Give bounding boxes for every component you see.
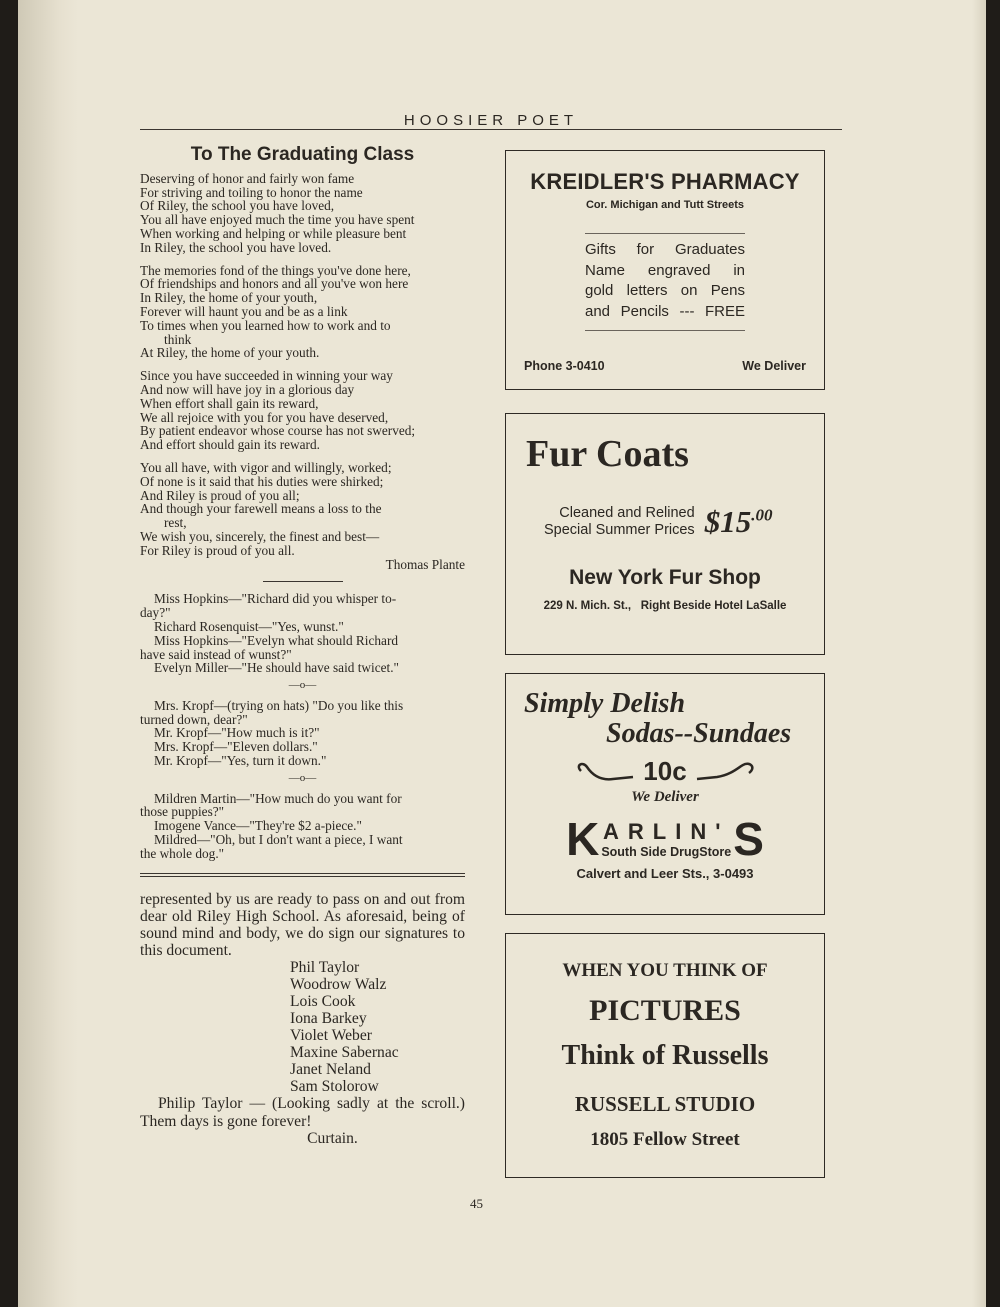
joke xyxy=(140,592,465,675)
fur-price xyxy=(705,504,773,540)
karlins-logo-inner xyxy=(601,819,731,859)
signer: Lois Cook xyxy=(290,993,356,1011)
russell-line-1: WHEN YOU THINK OF xyxy=(562,960,768,981)
poem-stanza xyxy=(140,369,465,452)
pharmacy-offer xyxy=(585,233,745,331)
joke-line: Imogene Vance—"They're $2 a-piece." xyxy=(154,818,362,834)
poem-line: When effort shall gain its reward, xyxy=(140,395,319,411)
karlins-address: Calvert and Leer Sts., 3-0493 xyxy=(576,866,754,881)
joke xyxy=(140,792,465,861)
karlins-logo-k: K xyxy=(566,813,600,865)
poem-stanza xyxy=(140,172,465,255)
signer: Janet Neland xyxy=(290,1061,371,1079)
poem-line: Forever will haunt you and be as a link xyxy=(140,303,348,319)
signer: Violet Weber xyxy=(290,1027,372,1045)
joke xyxy=(140,699,465,768)
fur-price-dollars: $15 xyxy=(704,504,752,539)
joke-line: Mildren Martin—"How much do you want for xyxy=(154,790,402,806)
left-flourish-icon xyxy=(573,761,635,783)
poem-stanza xyxy=(140,461,465,571)
poem-line: The memories fond of the things you've done here, xyxy=(140,262,411,278)
closing-line: Philip Taylor — (Looking sadly at the scroll.) Them days is gone forever! xyxy=(140,1095,465,1130)
pharmacy-address: Cor. Michigan and Tutt Streets xyxy=(585,199,745,211)
signer: Woodrow Walz xyxy=(290,976,387,994)
fur-service-line: Special Summer Prices xyxy=(544,522,695,538)
pharmacy-ad xyxy=(505,150,825,390)
poem-line: And now will have joy in a glorious day xyxy=(140,381,355,397)
signer: Maxine Sabernac xyxy=(290,1044,399,1062)
poem-line: You all have enjoyed much the time you have spent xyxy=(140,212,415,228)
fur-shop-address: 229 N. Mich. St., Right Beside Hotel LaSalle xyxy=(543,600,787,612)
karlins-price-row xyxy=(506,756,824,787)
joke-line: Miss Hopkins—"Richard did you whisper to- xyxy=(154,591,397,607)
karlins-name: ARLIN' xyxy=(603,819,730,844)
poem-line: And effort should gain its reward. xyxy=(140,437,320,453)
poem-line: Deserving of honor and fairly won fame xyxy=(140,170,355,186)
joke-line: Richard Rosenquist—"Yes, wunst." xyxy=(154,618,344,634)
russell-line-3: Think of Russells xyxy=(561,1040,769,1071)
running-header: HOOSIER POET xyxy=(403,112,579,129)
joke-line: Mrs. Kropf—(trying on hats) "Do you like this xyxy=(154,697,404,713)
poem-line: Of friendships and honors and all you've won here xyxy=(140,276,409,292)
joke-line: Mildred—"Oh, but I don't want a piece, I want xyxy=(154,832,403,848)
page-edge xyxy=(972,0,986,1307)
poem-line: In Riley, the home of your youth, xyxy=(140,290,318,306)
poem-line: By patient endeavor whose course has not swerved; xyxy=(140,423,416,439)
fur-coats-title: Fur Coats xyxy=(526,433,689,475)
pharmacy-footer xyxy=(524,359,806,373)
joke-line: day?" xyxy=(140,605,171,621)
pharmacy-name: KREIDLER'S PHARMACY xyxy=(530,169,800,194)
poem-line: think xyxy=(164,331,192,347)
russell-address: 1805 Fellow Street xyxy=(590,1129,740,1150)
poem-line: Of none is it said that his duties were shirked; xyxy=(140,473,384,489)
karlins-headline: Simply Delish xyxy=(524,688,686,719)
poem-line: For Riley is proud of you all. xyxy=(140,542,295,558)
section-divider xyxy=(263,581,343,582)
right-flourish-icon xyxy=(695,761,757,783)
karlins-ad xyxy=(505,673,825,915)
poem-line: We wish you, sincerely, the finest and best— xyxy=(140,528,380,544)
joke-line: have said instead of wunst?" xyxy=(140,646,292,662)
poem-line: In Riley, the school you have loved. xyxy=(140,239,332,255)
signer: Phil Taylor xyxy=(290,959,360,977)
offer-line: and Pencils --- FREE xyxy=(585,302,745,320)
offer-line: gold letters on Pens xyxy=(585,282,745,299)
poem-line: You all have, with vigor and willingly, worked; xyxy=(140,459,392,475)
karlins-store: South Side DrugStore xyxy=(601,845,732,859)
page-number: 45 xyxy=(470,1196,483,1211)
fur-service-row xyxy=(544,504,824,540)
karlins-delivery: We Deliver xyxy=(631,789,699,805)
poem-line: Since you have succeeded in winning your way xyxy=(140,368,393,384)
russell-studio-name: RUSSELL STUDIO xyxy=(574,1092,756,1116)
joke-line: those puppies?" xyxy=(140,804,225,820)
pharmacy-delivery: We Deliver xyxy=(742,359,806,373)
signer: Iona Barkey xyxy=(290,1010,367,1028)
joke-line: turned down, dear?" xyxy=(140,711,248,727)
karlins-logo-s: S xyxy=(733,813,764,865)
will-text: represented by us are ready to pass on and out from dear old Riley High School. As aforesaid, being of sound mind and body, we do sign our signatures to this document. xyxy=(140,890,465,960)
curtain-text: Curtain. xyxy=(307,1129,358,1147)
left-column xyxy=(140,144,465,1147)
fur-coats-ad xyxy=(505,413,825,655)
karlins-logo xyxy=(506,813,824,865)
poem-line: And though your farewell means a loss to the xyxy=(140,501,382,517)
poem-author: Thomas Plante xyxy=(385,556,465,572)
fur-price-cents: .00 xyxy=(751,505,773,525)
signature-list xyxy=(140,959,465,1095)
fur-service-line: Cleaned and Relined xyxy=(559,505,695,521)
poem-stanza xyxy=(140,264,465,361)
karlins-subheadline: Sodas--Sundaes xyxy=(606,718,792,749)
poem-line: And Riley is proud of you all; xyxy=(140,487,300,503)
poem-line: We all rejoice with you for you have deserved, xyxy=(140,409,389,425)
joke-line: Mrs. Kropf—"Eleven dollars." xyxy=(154,739,318,755)
joke-separator: —o— xyxy=(288,771,317,784)
joke-line: Mr. Kropf—"Yes, turn it down." xyxy=(154,753,327,769)
pharmacy-phone: Phone 3-0410 xyxy=(524,359,605,373)
offer-line: Gifts for Graduates xyxy=(585,241,745,258)
joke-line: Mr. Kropf—"How much is it?" xyxy=(154,725,320,741)
joke-line: Evelyn Miller—"He should have said twicet." xyxy=(154,660,399,676)
joke-line: Miss Hopkins—"Evelyn what should Richard xyxy=(154,632,399,648)
double-rule xyxy=(140,873,465,877)
fur-service xyxy=(544,505,695,539)
fur-shop-name: New York Fur Shop xyxy=(569,566,761,589)
poem-title: To The Graduating Class xyxy=(190,144,415,165)
signer: Sam Stolorow xyxy=(290,1078,379,1096)
russell-line-2: PICTURES xyxy=(589,994,741,1027)
header-rule xyxy=(140,129,842,130)
poem-line: rest, xyxy=(164,515,187,531)
poem-line: Of Riley, the school you have loved, xyxy=(140,198,335,214)
poem-line: When working and helping or while pleasure bent xyxy=(140,225,407,241)
page-gutter xyxy=(18,0,78,1307)
karlins-price: 10c xyxy=(643,756,687,786)
poem-line: To times when you learned how to work and to xyxy=(140,317,391,333)
russell-studio-ad xyxy=(505,933,825,1178)
joke-line: the whole dog." xyxy=(140,845,225,861)
poem-line: At Riley, the home of your youth. xyxy=(140,345,320,361)
joke-separator: —o— xyxy=(288,679,317,692)
poem-line: For striving and toiling to honor the name xyxy=(140,184,363,200)
offer-line: Name engraved in xyxy=(585,261,745,279)
